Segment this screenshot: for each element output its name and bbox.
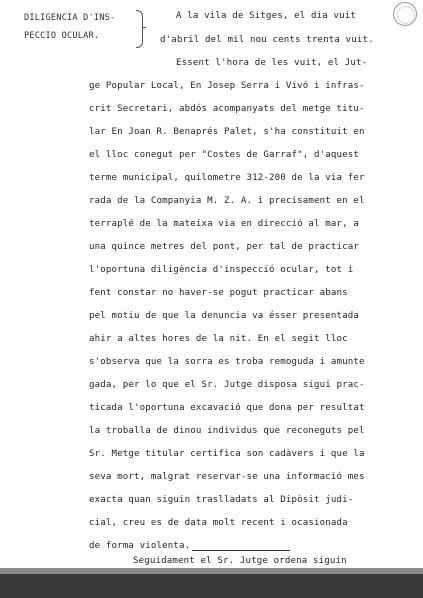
archive-stamp: [393, 2, 417, 26]
body-line-16: s'observa que la sorra es troba remoguda i amunte: [89, 357, 365, 367]
body-line-19: la troballa de dinou individus que reconeguts pel: [89, 426, 365, 436]
margin-heading-line-2: PECCIO OCULAR.: [24, 31, 100, 41]
margin-heading: [24, 9, 142, 45]
body-line-4: ge Popular Local, En Josep Serra i Vivó i infras-: [89, 81, 365, 91]
body-line-13: fent constar no haver-se pogut practicar abans: [89, 288, 348, 298]
body-line-21: seva mort, malgrat reservar-se una informació mes: [89, 472, 365, 482]
body-line-8: terme municipal, quilometre 312-200 de la via fer: [89, 173, 365, 183]
margin-brace: [136, 10, 143, 48]
body-line-18: ticada l'oportuna excavació que dona per resultat: [89, 403, 365, 413]
body-line-24-wrap: [89, 541, 290, 551]
body-line-2: d'abril del mil nou cents trenta vuit.: [160, 35, 374, 45]
margin-heading-line-1: DILIGENCIA D'INS-: [24, 13, 116, 23]
body-line-25: Seguidament el Sr. Jutge ordena siguin: [133, 556, 347, 566]
body-line-10: terraplé de la mateixa via en direcció al mar, a: [89, 219, 359, 229]
body-line-12: l'oportuna diligència d'inspecció ocular, tot i: [89, 265, 354, 275]
body-line-6: lar En Joan R. Benaprés Palet, s'ha constituit en: [89, 127, 365, 137]
body-line-3: Essent l'hora de les vuit, el Jut-: [176, 58, 368, 68]
body-line-7: el lloc conegut per "Costes de Garraf", d'aquest: [89, 150, 359, 160]
body-line-15: ahir a altes hores de la nit. En el segit lloc: [89, 334, 348, 344]
body-line-9: rada de la Companyia M. Z. A. i precisament en el: [89, 196, 365, 206]
body-line-1: A la vila de Sitges, el dia vuit: [176, 11, 356, 21]
scan-edge: [0, 568, 423, 598]
body-line-17: gada, per lo que el Sr. Jutge disposa sigui prac-: [89, 380, 365, 390]
body-line-24: de forma violenta.: [89, 541, 191, 551]
body-line-22: exacta quan siguin traslladats al Dipòsit judi-: [89, 495, 354, 505]
body-line-5: crit Secretari, abdós acompanyats del metge titu-: [89, 104, 365, 114]
body-line-14: pel motiu de que la denuncia va ésser presentada: [89, 311, 359, 321]
body-line-20: Sr. Metge titular certifica son cadàvers i que la: [89, 449, 365, 459]
body-line-23: cial, creu es de data molt recent i ocasionada: [89, 518, 348, 528]
body-line-11: una quince metres del pont, per tal de practicar: [89, 242, 359, 252]
closing-rule: [192, 543, 290, 551]
